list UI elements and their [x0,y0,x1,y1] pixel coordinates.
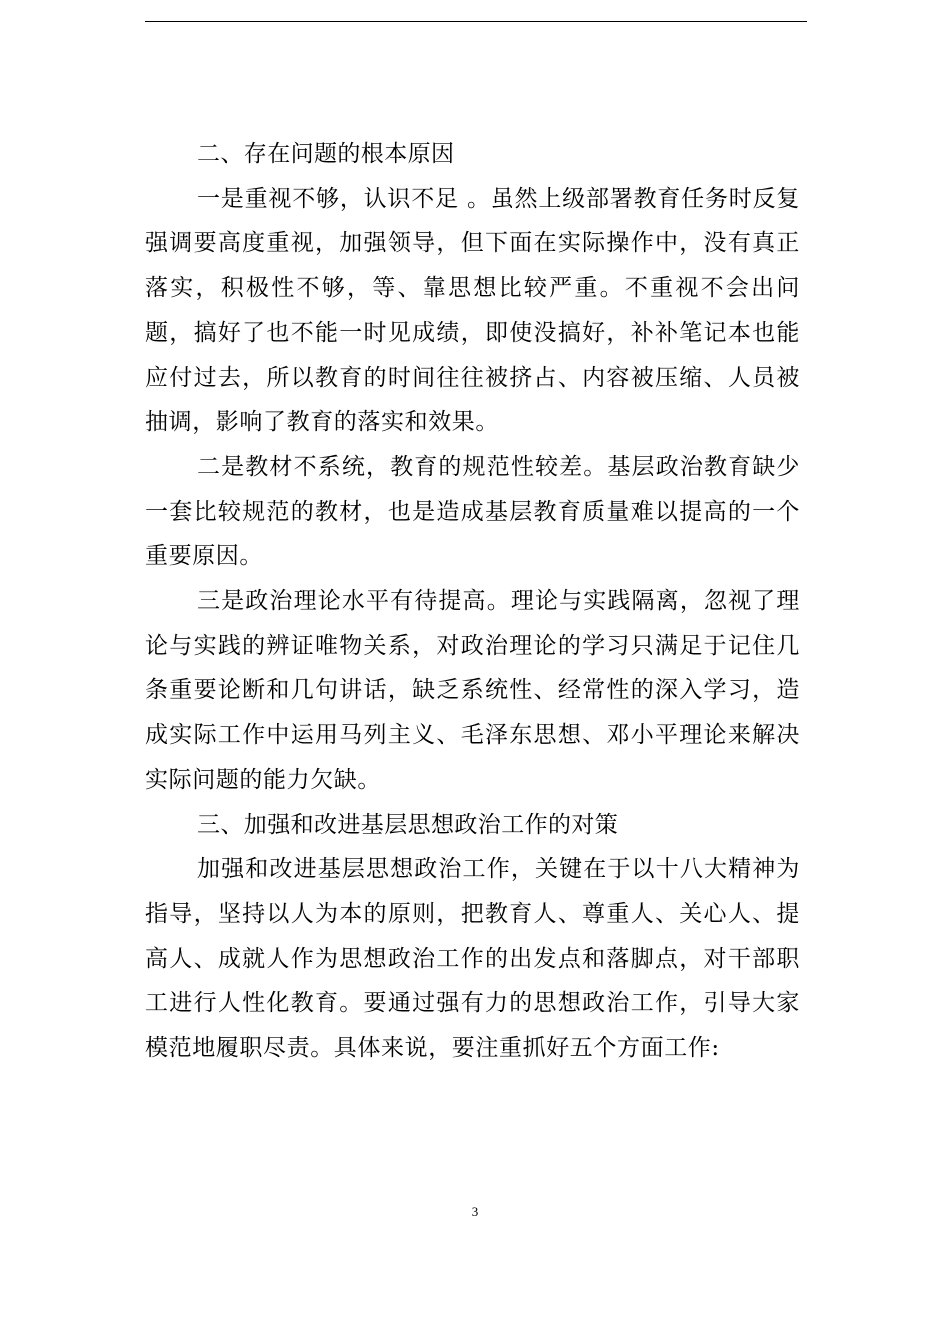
section-heading-countermeasures: 三、加强和改进基层思想政治工作的对策 [197,811,619,838]
paragraph-cause-1: 一是重视不够，认识不足 。虽然上级部署教育任务时反复强调要高度重视，加强领导，但下面在实际操作中，没有真正落实，积极性不够，等、靠思想比较严重。不重视不会出问题，搞好了也不能一时见成绩，即使没搞好，补补笔记本也能应付过去，所以教育的时间往往被挤占、内容被压缩、人员被抽调，影响了教育的落实和效果。 [145,185,800,436]
paragraph-countermeasures: 加强和改进基层思想政治工作，关键在于以十八大精神为指导，坚持以人为本的原则，把教育人、尊重人、关心人、提高人、成就人作为思想政治工作的出发点和落脚点，对干部职工进行人性化教育。要通过强有力的思想政治工作，引导大家模范地履职尽责。具体来说，要注重抓好五个方面工作: [145,856,800,1062]
paragraph-cause-2: 二是教材不系统，教育的规范性较差。基层政治教育缺少一套比较规范的教材，也是造成基层教育质量难以提高的一个重要原因。 [145,453,800,570]
header-rule [145,21,807,22]
section-heading-causes: 二、存在问题的根本原因 [197,141,455,167]
paragraph-cause-3: 三是政治理论水平有待提高。理论与实践隔离，忽视了理论与实践的辨证唯物关系，对政治理论的学习只满足于记住几条重要论断和几句讲话，缺乏系统性、经常性的深入学习，造成实际工作中运用马列主义、毛泽东思想、邓小平理论来解决实际问题的能力欠缺。 [145,588,800,793]
document-body [145,132,800,1071]
page-number: 3 [471,1204,479,1219]
